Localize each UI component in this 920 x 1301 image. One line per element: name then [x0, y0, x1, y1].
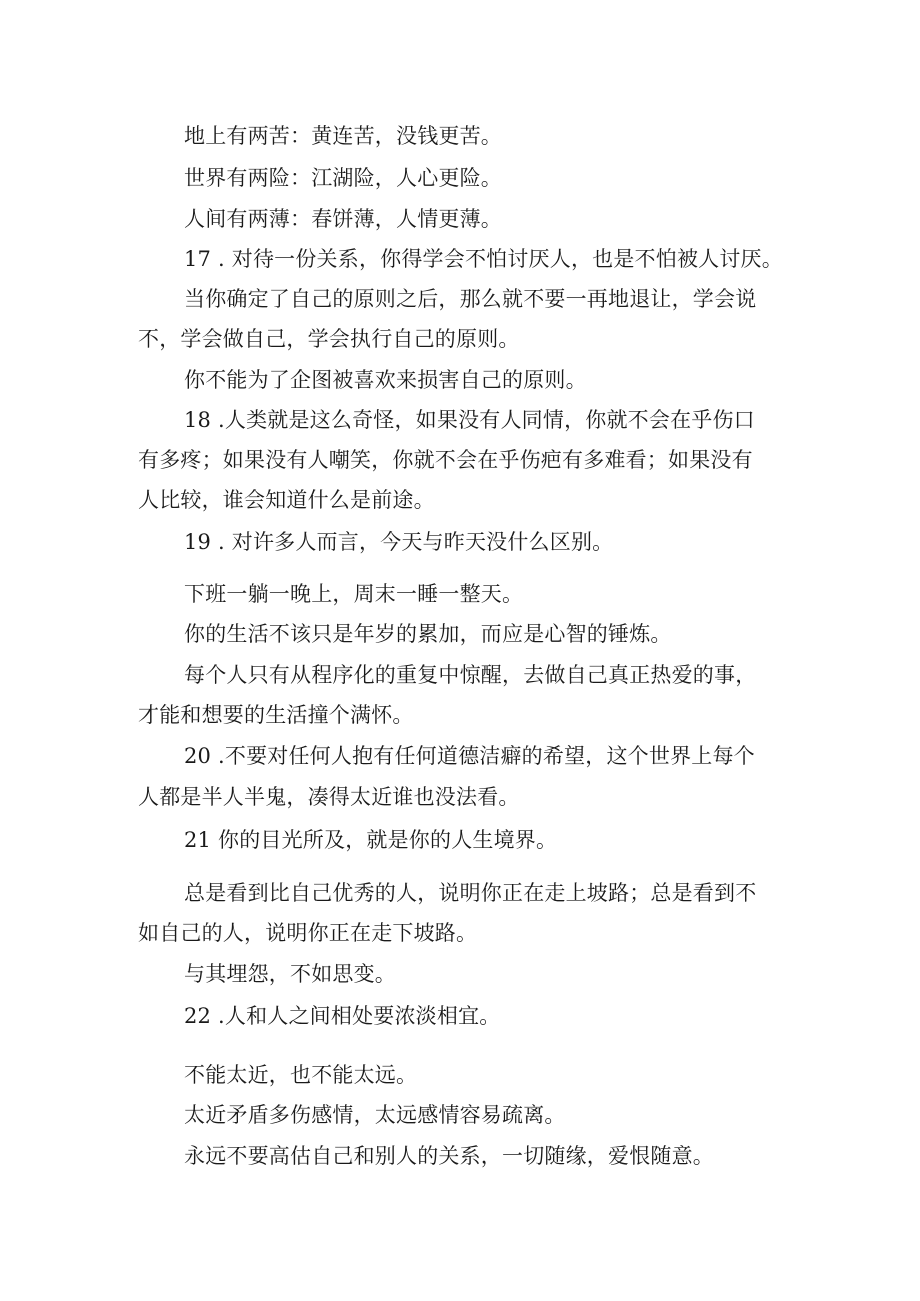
text-line: 人都是半人半鬼，凑得太近谁也没法看。 [138, 785, 520, 809]
text-line: 人比较，谁会知道什么是前途。 [138, 488, 435, 512]
text-line: 人间有两薄：春饼薄，人情更薄。 [184, 207, 502, 231]
text-line: 21 你的目光所及，就是你的人生境界。 [184, 828, 558, 852]
text-line: 19 . 对许多人而言，今天与昨天没什么区别。 [184, 530, 614, 554]
text-line: 如自己的人，说明你正在走下坡路。 [138, 921, 478, 945]
text-line: 地上有两苦：黄连苦，没钱更苦。 [184, 124, 502, 148]
text-line: 世界有两险：江湖险，人心更险。 [184, 166, 502, 190]
text-line: 才能和想要的生活撞个满怀。 [138, 703, 414, 727]
text-line: 22 .人和人之间相处要浓淡相宜。 [184, 1004, 501, 1028]
text-line: 18 .人类就是这么奇怪，如果没有人同情，你就不会在乎伤口 [184, 408, 755, 432]
text-line: 20 .不要对任何人抱有任何道德洁癖的希望，这个世界上每个 [184, 744, 755, 768]
text-line: 17 . 对待一份关系，你得学会不怕讨厌人，也是不怕被人讨厌。 [184, 247, 783, 271]
text-line: 永远不要高估自己和别人的关系，一切随缘，爱恨随意。 [184, 1144, 714, 1168]
text-line: 每个人只有从程序化的重复中惊醒，去做自己真正热爱的事， [184, 663, 757, 687]
text-line: 不能太近，也不能太远。 [184, 1063, 418, 1087]
text-line: 与其埋怨，不如思变。 [184, 962, 396, 986]
text-line: 总是看到比自己优秀的人，说明你正在走上坡路；总是看到不 [184, 881, 757, 905]
text-line: 下班一躺一晚上，周末一睡一整天。 [184, 582, 524, 606]
text-line: 你不能为了企图被喜欢来损害自己的原则。 [184, 368, 587, 392]
text-line: 你的生活不该只是年岁的累加，而应是心智的锤炼。 [184, 622, 672, 646]
text-line: 有多疼；如果没有人嘲笑，你就不会在乎伤疤有多难看；如果没有 [138, 448, 753, 472]
text-line: 当你确定了自己的原则之后，那么就不要一再地退让，学会说 [184, 287, 757, 311]
text-line: 不，学会做自己，学会执行自己的原则。 [138, 327, 520, 351]
text-line: 太近矛盾多伤感情，太远感情容易疏离。 [184, 1103, 566, 1127]
